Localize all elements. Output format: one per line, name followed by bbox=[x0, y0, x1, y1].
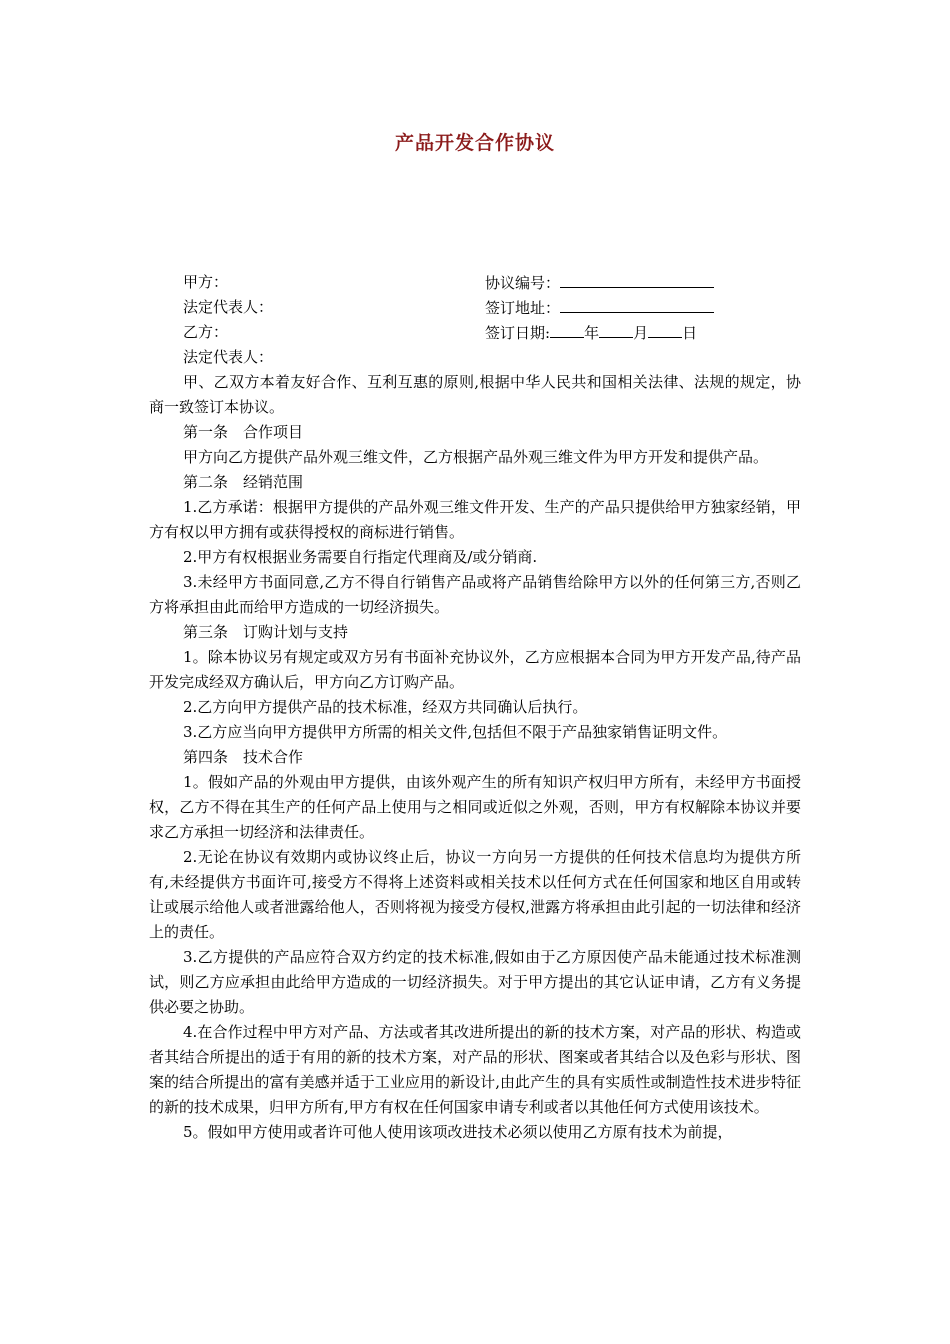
article-3-clause-1: 1。除本协议另有规定或双方另有书面补充协议外，乙方应根据本合同为甲方开发产品,待产品开发完成经双方确认后，甲方向乙方订购产品。 bbox=[149, 648, 801, 691]
article-4-heading: 第四条 技术合作 bbox=[183, 748, 304, 766]
contract-no-blank bbox=[560, 270, 714, 288]
article-3-clause-2: 2.乙方向甲方提供产品的技术标准，经双方共同确认后执行。 bbox=[183, 698, 588, 716]
document-title: 产品开发合作协议 bbox=[394, 132, 555, 154]
article-2-clause-2: 2.甲方有权根据业务需要自行指定代理商及/或分销商. bbox=[183, 548, 538, 566]
legal-rep-a-label: 法定代表人： bbox=[183, 298, 274, 316]
party-b-label: 乙方： bbox=[183, 323, 229, 341]
contract-body bbox=[149, 370, 801, 1145]
article-3-clause-3: 3.乙方应当向甲方提供甲方所需的相关文件,包括但不限于产品独家销售证明文件。 bbox=[183, 723, 728, 741]
preamble-paragraph: 甲、乙双方本着友好合作、互利互惠的原则,根据中华人民共和国相关法律、法规的规定，协商一致签订本协议。 bbox=[149, 373, 801, 416]
day-label: 日 bbox=[682, 324, 698, 342]
article-4-clause-1: 1。假如产品的外观由甲方提供，由该外观产生的所有知识产权归甲方所有，未经甲方书面授权，乙方不得在其生产的任何产品上使用与之相同或近似之外观，否则，甲方有权解除本协议并要求乙方承担一切经济和法律责任。 bbox=[149, 773, 801, 841]
sign-place-label: 签订地址： bbox=[485, 299, 561, 317]
article-3-heading: 第三条 订购计划与支持 bbox=[183, 623, 349, 641]
day-blank bbox=[648, 320, 682, 338]
month-blank bbox=[599, 320, 633, 338]
article-4-clause-3: 3.乙方提供的产品应符合双方约定的技术标准,假如由于乙方原因使产品未能通过技术标准测试，则乙方应承担由此给甲方造成的一切经济损失。对于甲方提出的其它认证申请，乙方有义务提供必要之协助。 bbox=[149, 948, 801, 1016]
article-2-clause-3: 3.未经甲方书面同意,乙方不得自行销售产品或将产品销售给除甲方以外的任何第三方,否则乙方将承担由此而给甲方造成的一切经济损失。 bbox=[149, 573, 801, 616]
contract-no-field bbox=[485, 270, 714, 295]
contract-header bbox=[183, 270, 803, 370]
article-2-heading: 第二条 经销范围 bbox=[183, 473, 304, 491]
sign-date-label: 签订日期: bbox=[485, 324, 551, 342]
month-label: 月 bbox=[633, 324, 649, 342]
header-row-1 bbox=[183, 270, 803, 295]
article-1-paragraph: 甲方向乙方提供产品外观三维文件，乙方根据产品外观三维文件为甲方开发和提供产品。 bbox=[183, 448, 769, 466]
year-label: 年 bbox=[584, 324, 600, 342]
article-4-clause-2: 2.无论在协议有效期内或协议终止后，协议一方向另一方提供的任何技术信息均为提供方所有,未经提供方书面许可,接受方不得将上述资料或相关技术以任何方式在任何国家和地区自用或转让或展示给他人或者泄露给他人，否则将视为接受方侵权,泄露方将承担由此引起的一切法律和经济上的责任。 bbox=[149, 848, 801, 941]
article-4-clause-4: 4.在合作过程中甲方对产品、方法或者其改进所提出的新的技术方案，对产品的形状、构造或者其结合所提出的适于有用的新的技术方案，对产品的形状、图案或者其结合以及色彩与形状、图案的结合所提出的富有美感并适于工业应用的新设计,由此产生的具有实质性或制造性技术进步特征的新的技术成果，归甲方所有,甲方有权在任何国家申请专利或者以其他任何方式使用该技术。 bbox=[149, 1023, 801, 1116]
header-row-4 bbox=[183, 345, 803, 370]
sign-place-blank bbox=[560, 295, 714, 313]
article-2-clause-1: 1.乙方承诺：根据甲方提供的产品外观三维文件开发、生产的产品只提供给甲方独家经销，甲方有权以甲方拥有或获得授权的商标进行销售。 bbox=[149, 498, 801, 541]
year-blank bbox=[550, 320, 584, 338]
article-4-clause-5: 5。假如甲方使用或者许可他人使用该项改进技术必须以使用乙方原有技术为前提， bbox=[183, 1123, 733, 1141]
legal-rep-b-label: 法定代表人： bbox=[183, 348, 274, 366]
header-row-2 bbox=[183, 295, 803, 320]
sign-date-field bbox=[485, 320, 697, 345]
article-1-heading: 第一条 合作项目 bbox=[183, 423, 304, 441]
contract-no-label: 协议编号： bbox=[485, 274, 561, 292]
sign-place-field bbox=[485, 295, 714, 320]
party-a-label: 甲方： bbox=[183, 273, 229, 291]
header-row-3 bbox=[183, 320, 803, 345]
